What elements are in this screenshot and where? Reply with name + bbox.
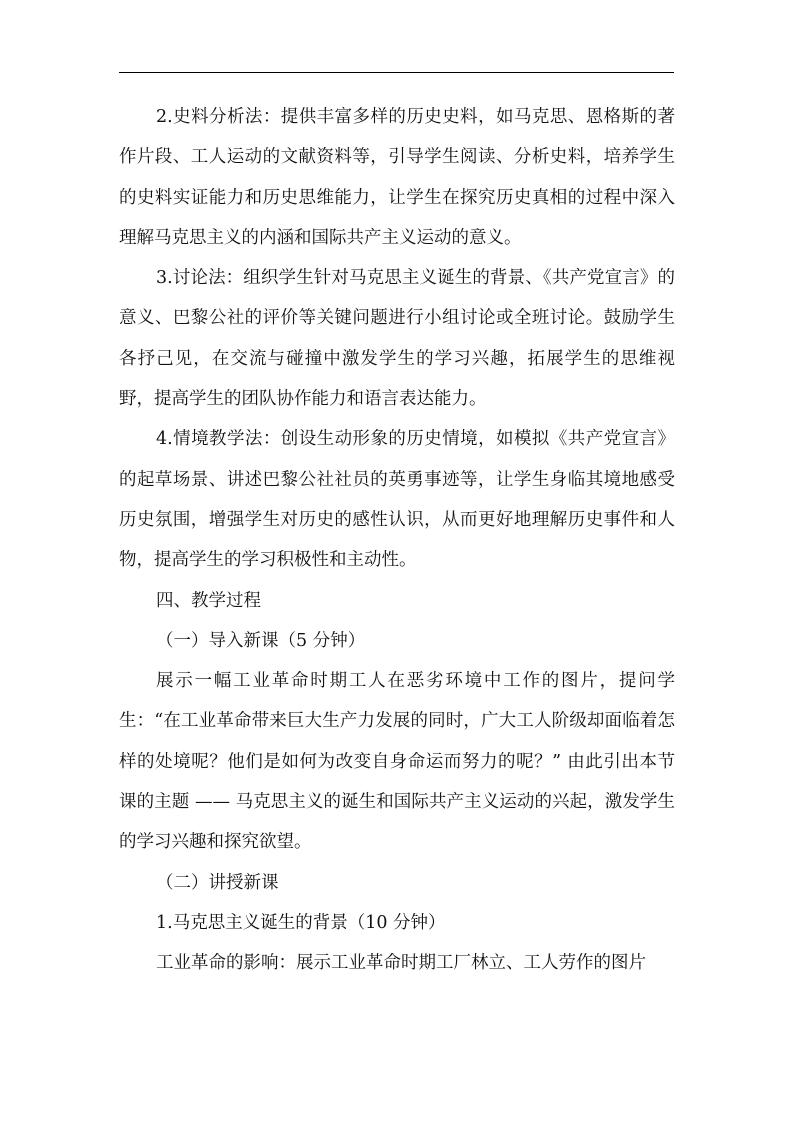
paragraph-historical-material-method: 2.史料分析法：提供丰富多样的历史史料，如马克思、恩格斯的著作片段、工人运动的文献资料等，引导学生阅读、分析史料，培养学生的史料实证能力和历史思维能力，让学生在探究历史真相的过程中深入理解马克思主义的内涵和国际共产主义运动的意义。 bbox=[119, 107, 675, 248]
section-heading-teaching-process: 四、教学过程 bbox=[156, 590, 261, 611]
topic-heading-background: 1.马克思主义诞生的背景（10 分钟） bbox=[156, 912, 446, 933]
document-body bbox=[119, 97, 675, 984]
paragraph-situational-teaching-method: 4.情境教学法：创设生动形象的历史情境，如模拟《共产党宣言》的起草场景、讲述巴黎公社社员的英勇事迹等，让学生身临其境地感受历史氛围，增强学生对历史的感性认识，从而更好地理解历史事件和人物，提高学生的学习积极性和主动性。 bbox=[119, 429, 675, 571]
paragraph-discussion-method: 3.讨论法：组织学生针对马克思主义诞生的背景、《共产党宣言》的意义、巴黎公社的评价等关键问题进行小组讨论或全班讨论。鼓励学生各抒己见，在交流与碰撞中激发学生的学习兴趣，拓展学生的思维视野，提高学生的团队协作能力和语言表达能力。 bbox=[119, 268, 675, 410]
paragraph-industrial-revolution: 工业革命的影响：展示工业革命时期工厂林立、工人劳作的图片 bbox=[156, 953, 646, 974]
paragraph-introduction: 展示一幅工业革命时期工人在恶劣环境中工作的图片，提问学生：“在工业革命带来巨大生产力发展的同时，广大工人阶级却面临着怎样的处境呢？他们是如何为改变自身命运而努力的呢？” 由此引出本节课的主题 —— 马克思主义的诞生和国际共产主义运动的兴起，激发学生的学习兴趣和探究欲望。 bbox=[119, 671, 675, 853]
subheading-introduction: （一）导入新课（5 分钟） bbox=[156, 630, 366, 651]
subheading-new-lesson: （二）讲授新课 bbox=[156, 872, 279, 893]
header-rule bbox=[119, 72, 674, 73]
